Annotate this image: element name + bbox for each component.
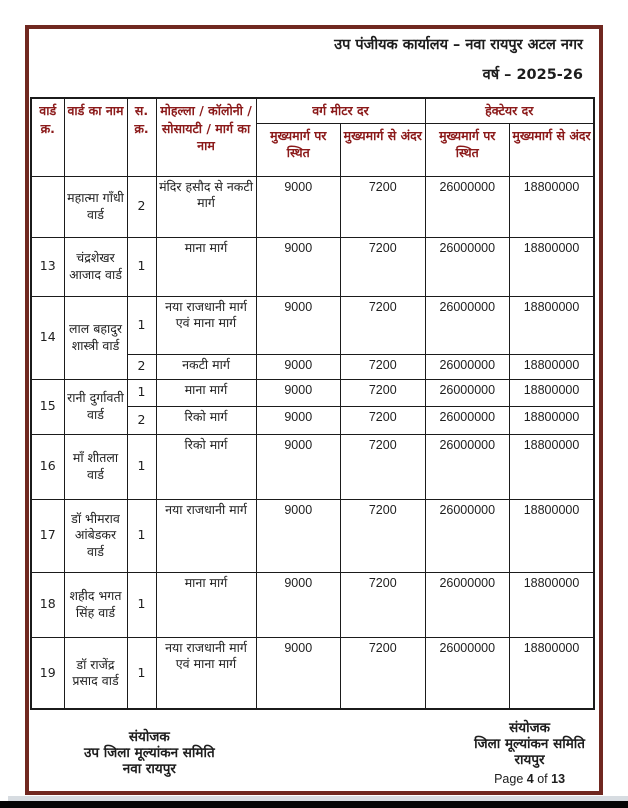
rate-cell-hect-main: 26000000	[425, 379, 510, 406]
header-sqm-inside: मुख्यमार्ग से अंदर	[341, 123, 426, 176]
ward-name-cell: महात्मा गाँधी वार्ड	[64, 176, 127, 237]
ward-number-cell: 15	[31, 379, 64, 434]
road-name-cell: नया राजधानी मार्ग	[156, 499, 256, 572]
table-row	[31, 296, 594, 354]
rate-cell-hect-main: 26000000	[425, 237, 510, 296]
signature-footer	[29, 721, 599, 787]
rate-cell-sqm-main: 9000	[256, 237, 341, 296]
header-locality: मोहल्ला / कॉलोनी / सोसायटी / मार्ग का नाम	[156, 98, 256, 176]
rate-cell-sqm-main: 9000	[256, 296, 341, 354]
footer-left-line: नवा रायपुर	[122, 761, 176, 778]
footer-right-line: रायपुर	[514, 752, 545, 769]
rate-cell-hect-inner: 18800000	[510, 434, 595, 499]
header-ward-name: वार्ड का नाम	[64, 98, 127, 176]
header-sqm-main-road: मुख्यमार्ग पर स्थित	[256, 123, 341, 176]
header-ward-no: वार्ड क्र.	[31, 98, 64, 176]
ward-name-cell: चंद्रशेखर आजाद वार्ड	[64, 237, 127, 296]
footer-left-line: उप जिला मूल्यांकन समिति	[84, 745, 215, 762]
ward-name-cell: डॉ राजेंद्र प्रसाद वार्ड	[64, 637, 127, 709]
ward-name-cell: शहीद भगत सिंह वार्ड	[64, 572, 127, 637]
footer-left-line: संयोजक	[128, 729, 170, 746]
ward-name-cell: माँ शीतला वार्ड	[64, 434, 127, 499]
rate-cell-sqm-inner: 7200	[341, 296, 426, 354]
ward-number-cell: 19	[31, 637, 64, 709]
ward-number-cell: 18	[31, 572, 64, 637]
serial-number-cell: 2	[127, 406, 156, 434]
rate-cell-hect-inner: 18800000	[510, 499, 595, 572]
serial-number-cell: 1	[127, 572, 156, 637]
rate-cell-hect-main: 26000000	[425, 572, 510, 637]
rate-cell-sqm-main: 9000	[256, 379, 341, 406]
serial-number-cell: 1	[127, 296, 156, 354]
rate-cell-hect-inner: 18800000	[510, 176, 595, 237]
rate-cell-sqm-inner: 7200	[341, 434, 426, 499]
table-row	[31, 379, 594, 406]
header-sqm-rate: वर्ग मीटर दर	[256, 98, 425, 123]
header-serial-no: स. क्र.	[127, 98, 156, 176]
rate-cell-sqm-main: 9000	[256, 637, 341, 709]
ward-name-cell: रानी दुर्गावती वार्ड	[64, 379, 127, 434]
rate-cell-hect-inner: 18800000	[510, 572, 595, 637]
rate-cell-sqm-inner: 7200	[341, 499, 426, 572]
rate-cell-sqm-main: 9000	[256, 572, 341, 637]
ward-name-cell: लाल बहादुर शास्त्री वार्ड	[64, 296, 127, 379]
table-row	[31, 434, 594, 499]
bottom-black-strip	[0, 801, 628, 808]
rate-cell-sqm-main: 9000	[256, 434, 341, 499]
rate-cell-sqm-main: 9000	[256, 176, 341, 237]
footer-left-signatory	[84, 730, 215, 787]
office-title: उप पंजीयक कार्यालय – नवा रायपुर अटल नगर	[334, 37, 583, 53]
rate-cell-sqm-inner: 7200	[341, 637, 426, 709]
rate-cell-hect-main: 26000000	[425, 354, 510, 379]
rate-cell-sqm-main: 9000	[256, 354, 341, 379]
serial-number-cell: 1	[127, 499, 156, 572]
ward-number-cell: 13	[31, 237, 64, 296]
table-row	[31, 637, 594, 709]
ward-name-cell: डॉ भीमराव आंबेडकर वार्ड	[64, 499, 127, 572]
rate-cell-hect-main: 26000000	[425, 434, 510, 499]
rate-cell-hect-inner: 18800000	[510, 379, 595, 406]
road-name-cell: नया राजधानी मार्ग एवं माना मार्ग	[156, 637, 256, 709]
road-name-cell: रिको मार्ग	[156, 406, 256, 434]
page-word: Page	[494, 772, 524, 787]
table-row	[31, 237, 594, 296]
ward-number-cell: 17	[31, 499, 64, 572]
rate-cell-hect-inner: 18800000	[510, 406, 595, 434]
header-hect-main-road: मुख्यमार्ग पर स्थित	[425, 123, 510, 176]
rate-cell-hect-main: 26000000	[425, 499, 510, 572]
serial-number-cell: 1	[127, 237, 156, 296]
road-name-cell: माना मार्ग	[156, 379, 256, 406]
rate-table	[30, 97, 595, 710]
rate-cell-sqm-main: 9000	[256, 499, 341, 572]
road-name-cell: मंदिर हसौद से नकटी मार्ग	[156, 176, 256, 237]
serial-number-cell: 2	[127, 176, 156, 237]
footer-right-signatory	[474, 721, 585, 787]
road-name-cell: माना मार्ग	[156, 237, 256, 296]
rate-cell-sqm-inner: 7200	[341, 176, 426, 237]
rate-cell-sqm-inner: 7200	[341, 379, 426, 406]
rate-cell-hect-main: 26000000	[425, 296, 510, 354]
table-row	[31, 572, 594, 637]
document-header	[29, 29, 599, 84]
page-total: 13	[551, 772, 566, 787]
rate-cell-sqm-main: 9000	[256, 406, 341, 434]
road-name-cell: नया राजधानी मार्ग एवं माना मार्ग	[156, 296, 256, 354]
rate-cell-hect-inner: 18800000	[510, 296, 595, 354]
serial-number-cell: 2	[127, 354, 156, 379]
ward-number-cell: 14	[31, 296, 64, 379]
table-row	[31, 499, 594, 572]
serial-number-cell: 1	[127, 434, 156, 499]
rate-cell-hect-main: 26000000	[425, 637, 510, 709]
serial-number-cell: 1	[127, 637, 156, 709]
road-name-cell: नकटी मार्ग	[156, 354, 256, 379]
table-header-row	[31, 98, 594, 123]
road-name-cell: माना मार्ग	[156, 572, 256, 637]
page-current: 4	[526, 772, 534, 787]
rate-cell-sqm-inner: 7200	[341, 406, 426, 434]
page-indicator	[474, 772, 585, 787]
year-label: वर्ष – 2025-26	[482, 67, 583, 83]
header-hectare-rate: हेक्टेयर दर	[425, 98, 594, 123]
serial-number-cell: 1	[127, 379, 156, 406]
rate-cell-hect-inner: 18800000	[510, 354, 595, 379]
ward-number-cell	[31, 176, 64, 237]
road-name-cell: रिको मार्ग	[156, 434, 256, 499]
rate-cell-sqm-inner: 7200	[341, 237, 426, 296]
rate-cell-sqm-inner: 7200	[341, 572, 426, 637]
ward-number-cell: 16	[31, 434, 64, 499]
footer-right-line: जिला मूल्यांकन समिति	[474, 736, 585, 753]
rate-cell-hect-main: 26000000	[425, 406, 510, 434]
rate-cell-hect-inner: 18800000	[510, 637, 595, 709]
page-of-word: of	[537, 772, 548, 787]
table-row	[31, 176, 594, 237]
rate-cell-hect-main: 26000000	[425, 176, 510, 237]
page-border-frame	[25, 25, 603, 795]
header-hect-inside: मुख्यमार्ग से अंदर	[510, 123, 595, 176]
rate-cell-sqm-inner: 7200	[341, 354, 426, 379]
rate-cell-hect-inner: 18800000	[510, 237, 595, 296]
footer-right-line: संयोजक	[509, 720, 550, 737]
